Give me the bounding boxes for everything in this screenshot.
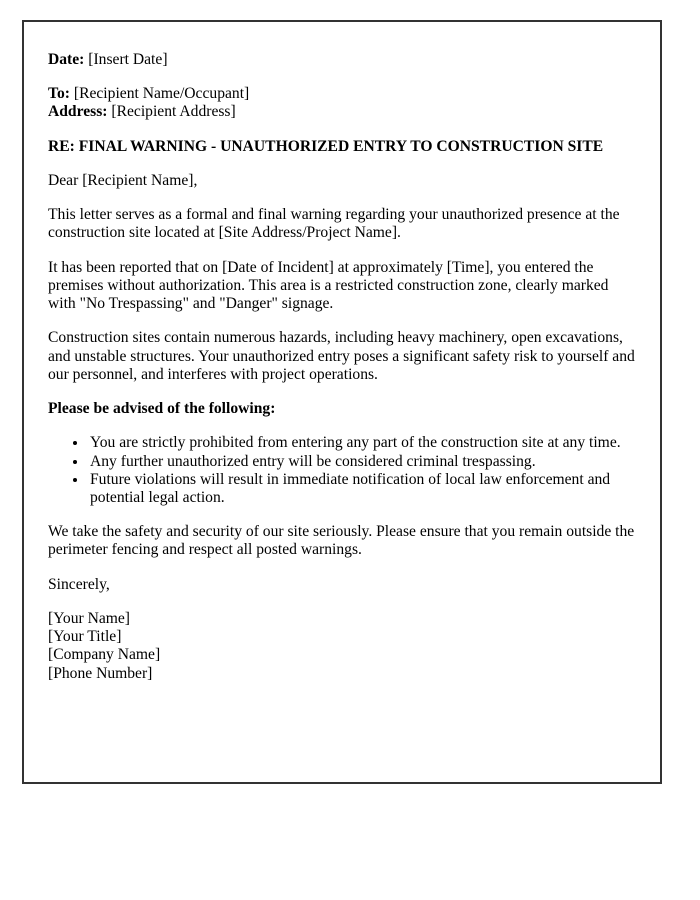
to-label: To: bbox=[48, 85, 70, 103]
to-line bbox=[48, 85, 636, 103]
signature-line-title: [Your Title] bbox=[48, 628, 122, 646]
address-line bbox=[48, 103, 636, 121]
letter-page bbox=[22, 20, 662, 784]
body-paragraph-2: It has been reported that on [Date of Incident] at approximately [Time], you entered the premises without authorization. This area is a restricted construction zone, clearly marked with "No Trespassing" and "Danger" signage. bbox=[48, 258, 609, 313]
advisory-bullet-list bbox=[48, 434, 636, 507]
advisory-heading: Please be advised of the following: bbox=[48, 400, 276, 418]
body-paragraph-1: This letter serves as a formal and final warning regarding your unauthorized presence at the construction site located at [Site Address/Project Name]. bbox=[48, 206, 620, 242]
bullet-item: • Any further unauthorized entry will be considered criminal trespassing. bbox=[88, 453, 636, 471]
signature-line-company: [Company Name] bbox=[48, 646, 161, 664]
date-line bbox=[48, 51, 636, 69]
address-label: Address: bbox=[48, 103, 108, 121]
signoff: Sincerely, bbox=[48, 575, 110, 593]
subject-line: RE: FINAL WARNING - UNAUTHORIZED ENTRY TO CONSTRUCTION SITE bbox=[48, 137, 604, 155]
salutation: Dear [Recipient Name], bbox=[48, 171, 198, 189]
signature-line-phone: [Phone Number] bbox=[48, 664, 153, 682]
date-label: Date: bbox=[48, 51, 85, 68]
bullet-item: • Future violations will result in immediate notification of local law enforcement and potential legal action. bbox=[88, 471, 636, 507]
date-value: [Insert Date] bbox=[88, 51, 168, 68]
bullet-item: • You are strictly prohibited from entering any part of the construction site at any time. bbox=[88, 434, 636, 452]
closing-paragraph: We take the safety and security of our site seriously. Please ensure that you remain outside the perimeter fencing and respect all posted warnings. bbox=[48, 523, 635, 559]
address-value: [Recipient Address] bbox=[111, 103, 236, 121]
to-value: [Recipient Name/Occupant] bbox=[73, 85, 250, 103]
recipient-block bbox=[48, 85, 636, 121]
body-paragraph-3: Construction sites contain numerous hazards, including heavy machinery, open excavations, and unstable structures. Your unauthorized entry poses a significant safety risk to yourself and our personnel, and interferes with project operations. bbox=[48, 329, 635, 383]
signature-block bbox=[48, 610, 636, 683]
signature-line-name: [Your Name] bbox=[48, 609, 131, 627]
